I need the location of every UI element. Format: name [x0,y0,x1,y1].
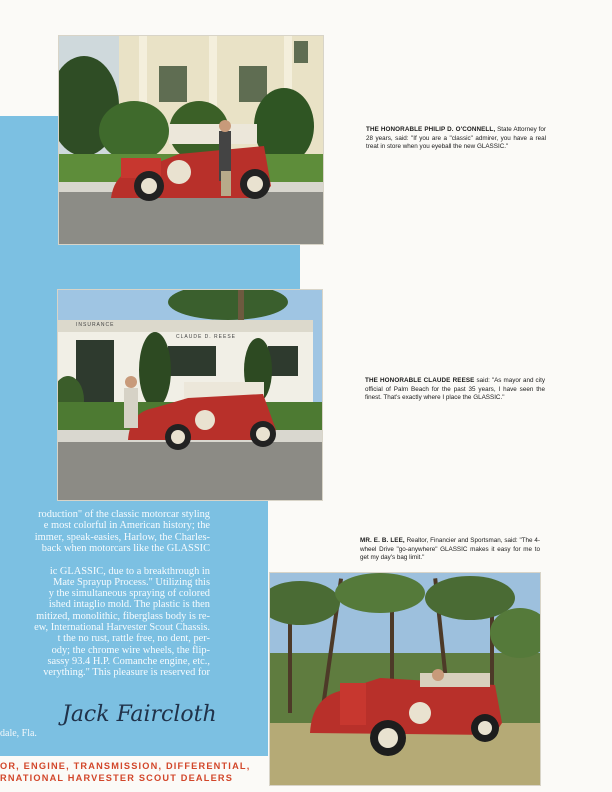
body-line: immer, speak-easies, Harlow, the Charles- [34,531,210,543]
body-line: verything." This pleasure is reserved for [43,667,210,679]
caption-text: State Attorney for 28 years, said: "If you are a "classic" admirer, you have a real treat in store when you eyeball the new GLASSIC." [366,126,547,151]
body-line: Mate Sprayup Process." Utilizing this [53,576,210,588]
body-line: ic GLASSIC, due to a breakthrough in [49,565,210,577]
body-line: back when motorcars like the GLASSIC [41,542,210,554]
body-line: roduction" of the classic motorcar styling [38,509,210,520]
body-line: sassy 93.4 H.P. Comanche engine, etc., [47,655,210,667]
caption-reese [365,377,545,403]
photo-lee [269,572,541,786]
footer-line-1: OR, ENGINE, TRANSMISSION, DIFFERENTIAL, [0,761,251,771]
photo-oconnell [58,35,324,245]
building-sign-left: INSURANCE [76,322,115,328]
location-text: dale, Fla. [0,728,37,739]
caption-text: Realtor, Financier and Sportsman, said: "The 4-wheel Drive "go-anywhere" GLASSIC makes it easy for me to get my day's bag limit." [360,537,541,562]
caption-text: said: "As mayor and city official of Palm Beach for the past 35 years, I have seen the finest. That's exactly where I place the GLASSIC." [365,377,545,402]
body-line: e most colorful in American history; the [43,520,210,532]
body-text [0,509,214,684]
caption-lee [360,537,540,563]
body-line: ished intaglio mold. The plastic is then [48,599,210,611]
signature: Jack Faircloth [62,702,217,727]
body-line: ody; the chrome wire wheels, the flip- [51,644,210,656]
body-line: t the no rust, rattle free, no dent, per- [57,633,210,645]
body-line: y the simultaneous spraying of colored [48,588,210,600]
footer-line-2: RNATIONAL HARVESTER SCOUT DEALERS [0,773,234,783]
caption-name: THE HONORABLE PHILIP D. O'CONNELL, [366,126,496,133]
caption-name: MR. E. B. LEE, [360,537,405,544]
caption-oconnell [366,126,546,152]
photo-reese [57,289,323,501]
body-line: ew, International Harvester Scout Chassis. [34,622,210,633]
caption-name: THE HONORABLE CLAUDE REESE [365,377,475,384]
building-sign-right: CLAUDE D. REESE [176,334,237,340]
body-line: mitized, monolithic, fiberglass body is re- [36,610,210,622]
